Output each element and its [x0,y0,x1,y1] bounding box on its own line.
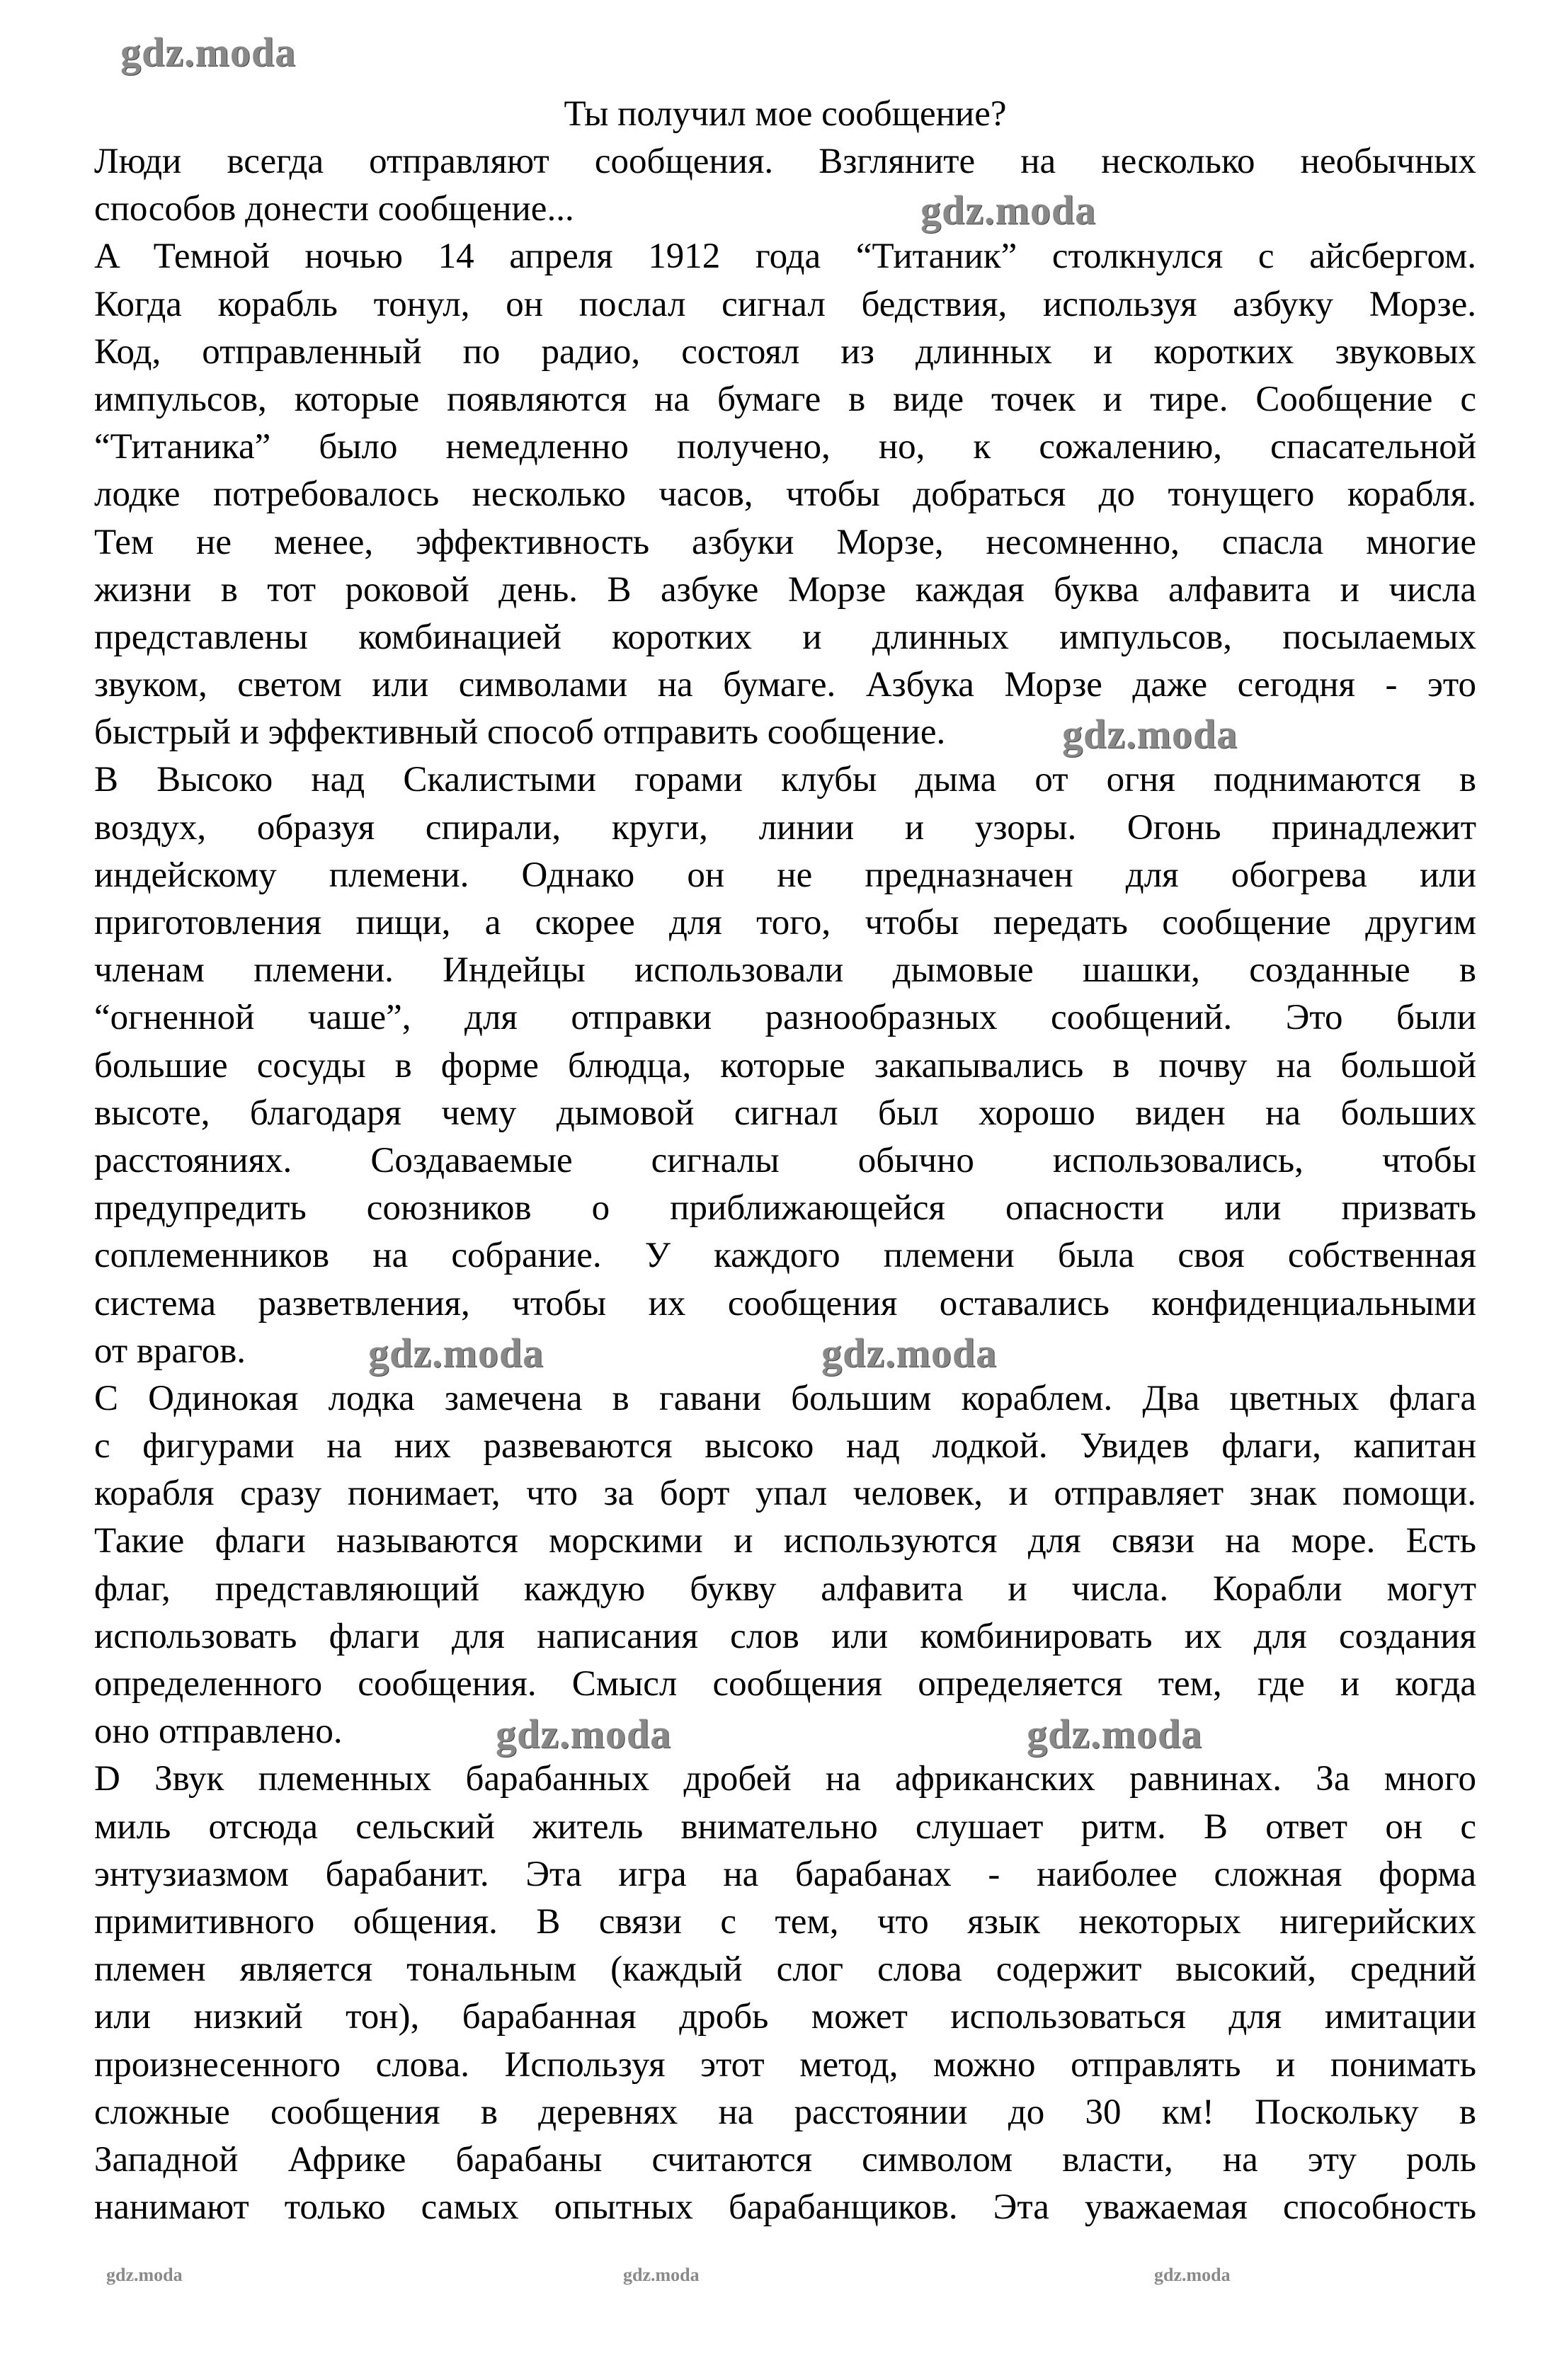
text-line: нанимают только самых опытных барабанщиков. Эта уважаемая способность [94,2187,1476,2228]
text-line: от врагов. [94,1331,246,1371]
text-line: индейскому племени. Однако он не предназначен для обогрева или [94,855,1476,895]
text-line: приготовления пищи, а скорее для того, чтобы передать сообщение другим [94,903,1476,943]
text-line: “огненной чаше”, для отправки разнообразных сообщений. Это были [94,998,1476,1038]
text-line: воздух, образуя спирали, круги, линии и узоры. Огонь принадлежит [94,807,1476,848]
watermark: gdz.moda [623,2265,700,2285]
document-body [94,138,1476,2231]
text-line: B Высоко над Скалистыми горами клубы дыма от огня поднимаются в [94,760,1476,800]
paragraph [94,233,1476,756]
text-line: высоте, благодаря чему дымовой сигнал был хорошо виден на больших [94,1093,1476,1133]
watermark: gdz.moda [1027,1711,1203,1757]
text-line: использовать флаги для написания слов или комбинировать их для создания [94,1616,1476,1656]
text-line: быстрый и эффективный способ отправить сообщение. [94,712,946,753]
text-line: племен является тональным (каждый слог слова содержит высокий, средний [94,1949,1476,1990]
text-line: Код, отправленный по радио, состоял из длинных и коротких звуковых [94,331,1476,372]
text-line: Люди всегда отправляют сообщения. Взгляните на несколько необычных [94,142,1476,181]
text-line: определенного сообщения. Смысл сообщения определяется тем, где и когда [94,1664,1476,1704]
watermark: gdz.moda [120,29,297,75]
text-line: звуком, светом или символами на бумаге. Азбука Морзе даже сегодня - это [94,665,1476,705]
paragraph [94,138,1476,233]
watermark: gdz.moda [920,187,1097,233]
text-line: оно отправлено. [94,1712,343,1752]
text-line: D Звук племенных барабанных дробей на африканских равнинах. За много [94,1759,1476,1799]
text-line: система разветвления, чтобы их сообщения оставались конфиденциальными [94,1283,1476,1323]
watermark: gdz.moda [1154,2265,1231,2285]
paragraph [94,756,1476,1374]
text-line: жизни в тот роковой день. В азбуке Морзе каждая буква алфавита и числа [94,569,1476,610]
text-line: “Титаника” было немедленно получено, но, к сожалению, спасательной [94,427,1476,467]
text-line: энтузиазмом барабанит. Эта игра на барабанах - наиболее сложная форма [94,1854,1476,1894]
text-line: Тем не менее, эффективность азбуки Морзе, несомненно, спасла многие [94,522,1476,562]
text-line: произнесенного слова. Используя этот метод, можно отправлять и понимать [94,2044,1476,2085]
text-line: флаг, представляющий каждую букву алфавита и числа. Корабли могут [94,1568,1476,1609]
paragraph [94,1375,1476,1756]
text-line: A Темной ночью 14 апреля 1912 года “Титаник” столкнулся с айсбергом. [94,237,1476,277]
text-line: Западной Африке барабаны считаются символом власти, на эту роль [94,2139,1476,2180]
watermark: gdz.moda [368,1330,544,1376]
document-page [94,91,1476,2231]
text-line: Когда корабль тонул, он послал сигнал бедствия, используя азбуку Морзе. [94,284,1476,324]
text-line: примитивного общения. В связи с тем, что язык некоторых нигерийских [94,1901,1476,1942]
watermark: gdz.moda [1062,711,1238,757]
watermark: gdz.moda [821,1330,998,1376]
text-line: соплеменников на собрание. У каждого племени была своя собственная [94,1236,1476,1276]
text-line: способов донести сообщение... [94,189,574,229]
text-line: предупредить союзников о приближающейся опасности или призвать [94,1188,1476,1229]
text-line: с фигурами на них развеваются высоко над лодкой. Увидев флаги, капитан [94,1426,1476,1467]
text-line: Такие флаги называются морскими и используются для связи на море. Есть [94,1521,1476,1561]
text-line: миль отсюда сельский житель внимательно слушает ритм. В ответ он с [94,1806,1476,1847]
document-title: Ты получил мое сообщение? [564,94,1007,134]
text-line: лодке потребовалось несколько часов, чтобы добраться до тонущего корабля. [94,474,1476,515]
text-line: большие сосуды в форме блюдца, которые закапывались в почву на большой [94,1045,1476,1086]
text-line: или низкий тон), барабанная дробь может использоваться для имитации [94,1997,1476,2037]
text-line: расстояниях. Создаваемые сигналы обычно использовались, чтобы [94,1140,1476,1180]
text-line: C Одинокая лодка замечена в гавани большим кораблем. Два цветных флага [94,1378,1476,1418]
watermark: gdz.moda [106,2265,183,2285]
text-line: представлены комбинацией коротких и длинных импульсов, посылаемых [94,617,1476,657]
text-line: членам племени. Индейцы использовали дымовые шашки, созданные в [94,950,1476,991]
watermark: gdz.moda [496,1711,672,1757]
text-line: сложные сообщения в деревнях на расстоянии до 30 км! Поскольку в [94,2092,1476,2132]
text-line: корабля сразу понимает, что за борт упал человек, и отправляет знак помощи. [94,1474,1476,1514]
paragraph [94,1755,1476,2231]
text-line: импульсов, которые появляются на бумаге в виде точек и тире. Сообщение с [94,379,1476,419]
